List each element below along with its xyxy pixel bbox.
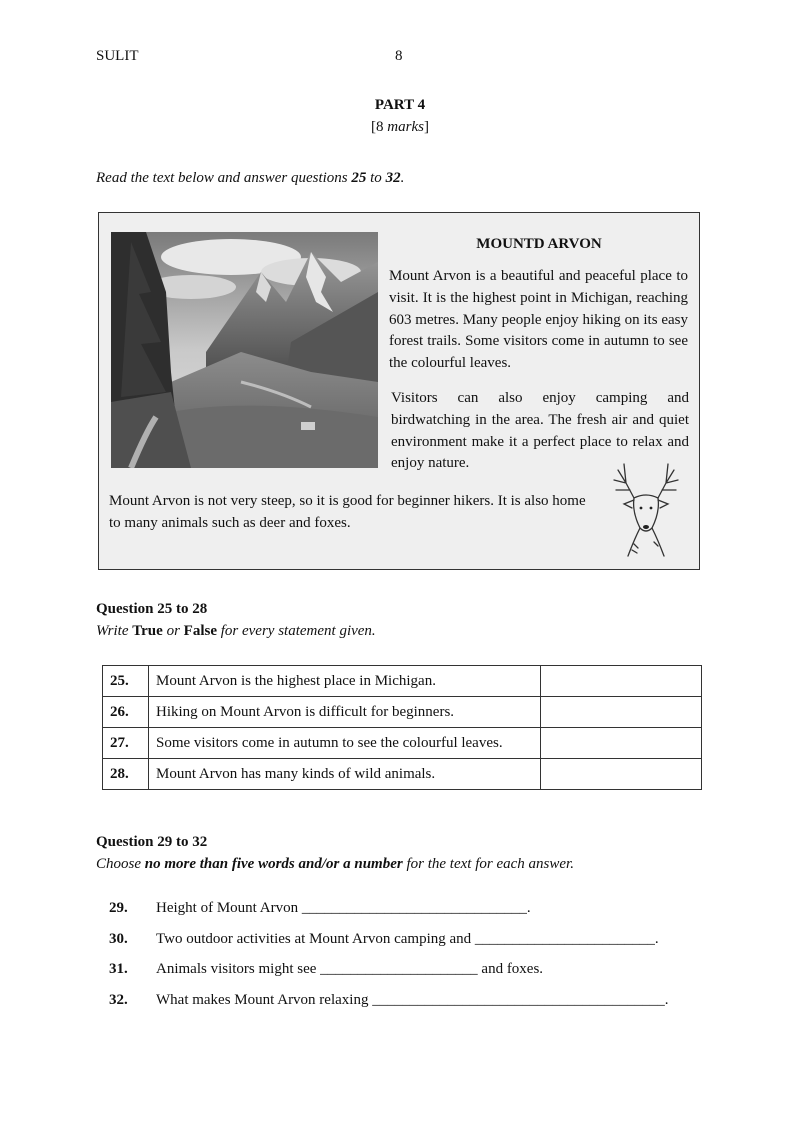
table-row <box>103 697 702 728</box>
part-marks: [8 marks] <box>371 119 429 135</box>
question-number: 30. <box>109 931 128 947</box>
question-number: 28. <box>103 759 149 790</box>
answer-cell[interactable] <box>541 759 702 790</box>
fill-in-item[interactable] <box>109 961 543 978</box>
answer-cell[interactable] <box>541 666 702 697</box>
statement-text: Mount Arvon has many kinds of wild animals. <box>149 759 541 790</box>
fill-in-item[interactable] <box>109 992 668 1009</box>
question-number: 31. <box>109 961 128 977</box>
table-row <box>103 666 702 697</box>
mountain-photo <box>111 232 378 468</box>
fill-in-text: What makes Mount Arvon relaxing _______________________________________. <box>156 992 669 1008</box>
answer-cell[interactable] <box>541 697 702 728</box>
fill-in-text: Animals visitors might see _____________________ and foxes. <box>156 961 544 977</box>
part-title: PART 4 <box>374 97 426 113</box>
deer-illustration <box>604 458 688 558</box>
section2-instruction: Choose no more than five words and/or a number for the text for each answer. <box>96 856 574 872</box>
section2-heading: Question 29 to 32 <box>96 834 208 850</box>
fill-in-item[interactable] <box>109 900 531 917</box>
passage-paragraph-2: Visitors can also enjoy camping and birdwatching in the area. The fresh air and quiet environment make it a perfect place to relax and enjoy nature. <box>391 390 689 472</box>
question-number: 27. <box>103 728 149 759</box>
header-sulit: SULIT <box>96 48 139 64</box>
statement-text: Some visitors come in autumn to see the colourful leaves. <box>149 728 541 759</box>
answer-cell[interactable] <box>541 728 702 759</box>
statement-text: Hiking on Mount Arvon is difficult for beginners. <box>149 697 541 728</box>
question-number: 25. <box>103 666 149 697</box>
question-number: 26. <box>103 697 149 728</box>
fill-in-text: Height of Mount Arvon ______________________________. <box>156 900 531 916</box>
passage-paragraph-1: Mount Arvon is a beautiful and peaceful place to visit. It is the highest point in Michigan, reaching 603 metres. Many people enjoy hiking on its easy forest trails. Some visitors come in autumn to see the colourful leaves. <box>389 268 688 372</box>
fill-in-text: Two outdoor activities at Mount Arvon camping and ________________________. <box>156 931 659 947</box>
page-number: 8 <box>395 48 403 64</box>
section1-heading: Question 25 to 28 <box>96 601 208 617</box>
true-false-table <box>102 665 702 790</box>
section1-instruction: Write True or False for every statement given. <box>96 623 376 639</box>
reading-instruction: Read the text below and answer questions 25 to 32. <box>96 170 405 186</box>
passage-paragraph-3: Mount Arvon is not very steep, so it is good for beginner hikers. It is also home to many animals such as deer and foxes. <box>109 493 586 531</box>
statement-text: Mount Arvon is the highest place in Michigan. <box>149 666 541 697</box>
table-row <box>103 759 702 790</box>
fill-in-item[interactable] <box>109 931 659 948</box>
question-number: 32. <box>109 992 128 1008</box>
question-number: 29. <box>109 900 128 916</box>
passage-title: MOUNTD ARVON <box>476 236 602 252</box>
table-row <box>103 728 702 759</box>
